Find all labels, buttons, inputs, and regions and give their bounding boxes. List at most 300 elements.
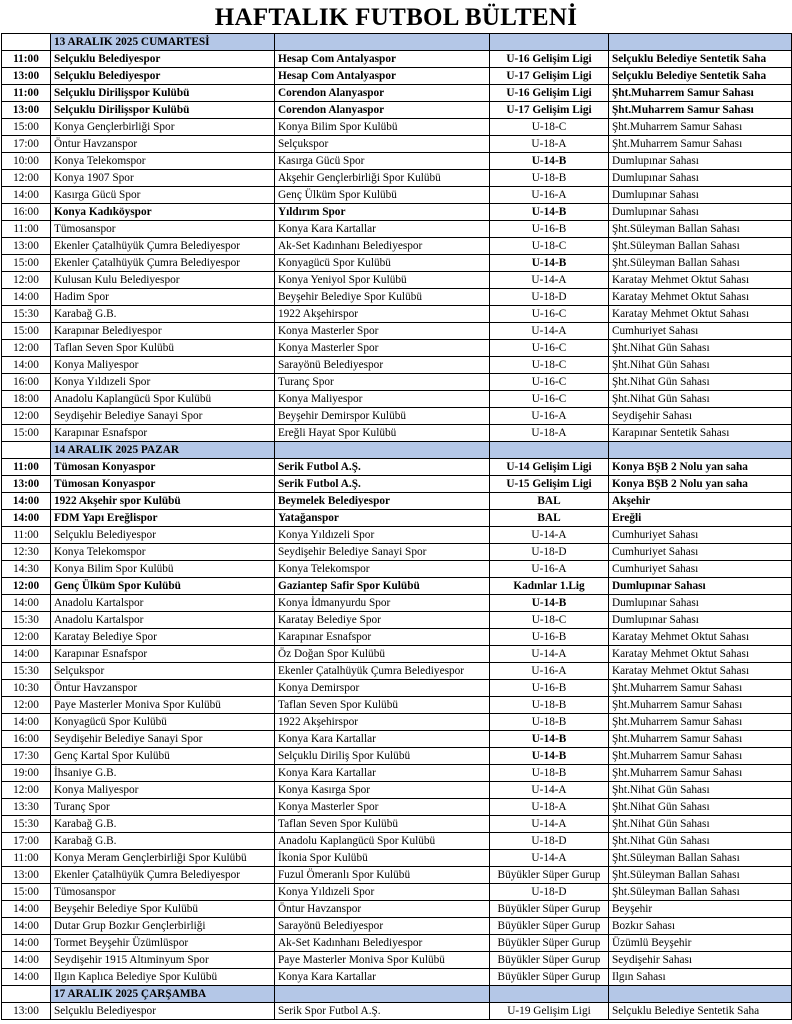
away-team: Serik Futbol A.Ş.: [275, 459, 490, 476]
match-time: 17:30: [2, 748, 51, 765]
match-row: [2, 714, 792, 731]
match-row: [2, 901, 792, 918]
away-team: Öntur Havzanspor: [275, 901, 490, 918]
home-team: Konya Maliyespor: [51, 782, 275, 799]
league: Büyükler Süper Gurup: [490, 901, 609, 918]
day-header-fill: [490, 34, 609, 51]
match-row: [2, 289, 792, 306]
venue: Şht.Muharrem Samur Sahası: [609, 731, 792, 748]
league: U-16-B: [490, 221, 609, 238]
home-team: Konya Meram Gençlerbirliği Spor Kulübü: [51, 850, 275, 867]
venue: Cumhuriyet Sahası: [609, 323, 792, 340]
league: U-14-A: [490, 272, 609, 289]
away-team: Yıldırım Spor: [275, 204, 490, 221]
match-time: 15:00: [2, 323, 51, 340]
away-team: Beymelek Belediyespor: [275, 493, 490, 510]
match-row: [2, 799, 792, 816]
away-team: Yatağanspor: [275, 510, 490, 527]
away-team: Akşehir Gençlerbirliği Spor Kulübü: [275, 170, 490, 187]
match-time: 15:00: [2, 425, 51, 442]
home-team: Konya Maliyespor: [51, 357, 275, 374]
venue: Akşehir: [609, 493, 792, 510]
league: U-14-B: [490, 153, 609, 170]
home-team: Ekenler Çatalhüyük Çumra Belediyespor: [51, 255, 275, 272]
match-row: [2, 595, 792, 612]
venue: Bozkır Sahası: [609, 918, 792, 935]
league: U-16-B: [490, 629, 609, 646]
away-team: Corendon Alanyaspor: [275, 85, 490, 102]
away-team: Fuzul Ömeranlı Spor Kulübü: [275, 867, 490, 884]
match-row: [2, 204, 792, 221]
home-team: Tümosan Konyaspor: [51, 459, 275, 476]
home-team: Beyşehir Belediye Spor Kulübü: [51, 901, 275, 918]
venue: Şht.Muharrem Samur Sahası: [609, 748, 792, 765]
venue: Cumhuriyet Sahası: [609, 544, 792, 561]
away-team: Konya Yıldızeli Spor: [275, 527, 490, 544]
home-team: Tümosan Konyaspor: [51, 476, 275, 493]
home-team: Selçuklu Belediyespor: [51, 68, 275, 85]
match-row: [2, 748, 792, 765]
match-row: [2, 629, 792, 646]
match-row: [2, 459, 792, 476]
match-time: 15:30: [2, 306, 51, 323]
league: U-16-A: [490, 561, 609, 578]
league: U-16-B: [490, 680, 609, 697]
home-team: Hadim Spor: [51, 289, 275, 306]
venue: Şht.Nihat Gün Sahası: [609, 391, 792, 408]
match-row: [2, 476, 792, 493]
match-row: [2, 867, 792, 884]
match-row: [2, 68, 792, 85]
match-row: [2, 952, 792, 969]
away-team: Öz Doğan Spor Kulübü: [275, 646, 490, 663]
match-time: 13:00: [2, 68, 51, 85]
venue: Şht.Muharrem Samur Sahası: [609, 136, 792, 153]
home-team: Konya Bilim Spor Kulübü: [51, 561, 275, 578]
match-row: [2, 255, 792, 272]
match-time: 15:30: [2, 663, 51, 680]
match-time: 13:00: [2, 1003, 51, 1020]
match-row: [2, 918, 792, 935]
home-team: Karapınar Belediyespor: [51, 323, 275, 340]
match-row: [2, 544, 792, 561]
venue: Cumhuriyet Sahası: [609, 527, 792, 544]
match-time: 16:00: [2, 731, 51, 748]
match-row: [2, 765, 792, 782]
league: U-15 Gelişim Ligi: [490, 476, 609, 493]
league: U-14-B: [490, 255, 609, 272]
league: U-18-B: [490, 697, 609, 714]
home-team: Tormet Beyşehir Üzümlüspor: [51, 935, 275, 952]
league: U-14-B: [490, 595, 609, 612]
home-team: Genç Kartal Spor Kulübü: [51, 748, 275, 765]
match-time: 17:00: [2, 136, 51, 153]
away-team: Konya Demirspor: [275, 680, 490, 697]
venue: Ilgın Sahası: [609, 969, 792, 986]
home-team: Konya Gençlerbirliği Spor: [51, 119, 275, 136]
away-team: Sarayönü Belediyespor: [275, 918, 490, 935]
venue: Şht.Süleyman Ballan Sahası: [609, 255, 792, 272]
away-team: Paye Masterler Moniva Spor Kulübü: [275, 952, 490, 969]
league: U-18-C: [490, 612, 609, 629]
venue: Dumlupınar Sahası: [609, 578, 792, 595]
venue: Şht.Süleyman Ballan Sahası: [609, 850, 792, 867]
day-header-fill: [609, 442, 792, 459]
match-time: 10:30: [2, 680, 51, 697]
league: Büyükler Süper Gurup: [490, 867, 609, 884]
venue: Karatay Mehmet Oktut Sahası: [609, 663, 792, 680]
match-row: [2, 408, 792, 425]
away-team: Konya Kara Kartallar: [275, 765, 490, 782]
match-row: [2, 221, 792, 238]
home-team: Ekenler Çatalhüyük Çumra Belediyespor: [51, 238, 275, 255]
league: U-16-A: [490, 663, 609, 680]
venue: Konya BŞB 2 Nolu yan saha: [609, 476, 792, 493]
venue: Seydişehir Sahası: [609, 408, 792, 425]
match-time: 14:00: [2, 714, 51, 731]
league: U-18-C: [490, 238, 609, 255]
league: U-14-B: [490, 204, 609, 221]
venue: Şht.Muharrem Samur Sahası: [609, 765, 792, 782]
match-time: 10:00: [2, 153, 51, 170]
match-time: 15:00: [2, 119, 51, 136]
home-team: Ekenler Çatalhüyük Çumra Belediyespor: [51, 867, 275, 884]
day-header-fill: [490, 986, 609, 1003]
day-header: 17 ARALIK 2025 ÇARŞAMBA: [51, 986, 275, 1003]
home-team: Tümosanspor: [51, 884, 275, 901]
home-team: Karapınar Esnafspor: [51, 425, 275, 442]
day-header-fill: [275, 34, 490, 51]
league: U-14-A: [490, 816, 609, 833]
venue: Karatay Mehmet Oktut Sahası: [609, 629, 792, 646]
match-time: 18:00: [2, 391, 51, 408]
match-time: 11:00: [2, 221, 51, 238]
league: U-16-C: [490, 306, 609, 323]
home-team: Selçuklu Belediyespor: [51, 1003, 275, 1020]
home-team: Konyagücü Spor Kulübü: [51, 714, 275, 731]
away-team: Anadolu Kaplangücü Spor Kulübü: [275, 833, 490, 850]
match-row: [2, 561, 792, 578]
league: Büyükler Süper Gurup: [490, 935, 609, 952]
away-team: Konya Kara Kartallar: [275, 221, 490, 238]
venue: Karapınar Sentetik Sahası: [609, 425, 792, 442]
away-team: Sarayönü Belediyespor: [275, 357, 490, 374]
away-team: Serik Futbol A.Ş.: [275, 476, 490, 493]
match-time: 17:00: [2, 833, 51, 850]
league: U-16-C: [490, 374, 609, 391]
away-team: Konya Masterler Spor: [275, 323, 490, 340]
league: U-18-D: [490, 544, 609, 561]
home-team: 1922 Akşehir spor Kulübü: [51, 493, 275, 510]
venue: Cumhuriyet Sahası: [609, 561, 792, 578]
away-team: Konya Telekomspor: [275, 561, 490, 578]
match-time: 14:00: [2, 952, 51, 969]
away-team: Selçukspor: [275, 136, 490, 153]
venue: Karatay Mehmet Oktut Sahası: [609, 289, 792, 306]
match-row: [2, 136, 792, 153]
match-row: [2, 85, 792, 102]
league: U-14-A: [490, 782, 609, 799]
home-team: Selçuklu Belediyespor: [51, 527, 275, 544]
home-team: Selçuklu Dirilişspor Kulübü: [51, 102, 275, 119]
league: U-17 Gelişim Ligi: [490, 102, 609, 119]
home-team: Konya Yıldızeli Spor: [51, 374, 275, 391]
match-time: 12:00: [2, 408, 51, 425]
venue: Şht.Muharrem Samur Sahası: [609, 680, 792, 697]
match-row: [2, 374, 792, 391]
away-team: Genç Ülküm Spor Kulübü: [275, 187, 490, 204]
day-header-spacer: [2, 986, 51, 1003]
league: U-17 Gelişim Ligi: [490, 68, 609, 85]
match-row: [2, 680, 792, 697]
home-team: Konya Telekomspor: [51, 544, 275, 561]
league: U-18-B: [490, 765, 609, 782]
venue: Dumlupınar Sahası: [609, 612, 792, 629]
home-team: Konya 1907 Spor: [51, 170, 275, 187]
venue: Dumlupınar Sahası: [609, 204, 792, 221]
away-team: Konya Kasırga Spor: [275, 782, 490, 799]
away-team: Taflan Seven Spor Kulübü: [275, 697, 490, 714]
league: U-16 Gelişim Ligi: [490, 85, 609, 102]
league: U-14-A: [490, 646, 609, 663]
away-team: Hesap Com Antalyaspor: [275, 68, 490, 85]
venue: Dumlupınar Sahası: [609, 153, 792, 170]
away-team: Konya Kara Kartallar: [275, 969, 490, 986]
venue: Karatay Mehmet Oktut Sahası: [609, 306, 792, 323]
away-team: Ekenler Çatalhüyük Çumra Belediyespor: [275, 663, 490, 680]
match-row: [2, 425, 792, 442]
away-team: Corendon Alanyaspor: [275, 102, 490, 119]
home-team: Kasırga Gücü Spor: [51, 187, 275, 204]
match-row: [2, 187, 792, 204]
league: U-18-D: [490, 884, 609, 901]
match-row: [2, 493, 792, 510]
match-time: 12:00: [2, 170, 51, 187]
league: U-18-B: [490, 714, 609, 731]
day-header-fill: [609, 34, 792, 51]
venue: Şht.Nihat Gün Sahası: [609, 782, 792, 799]
match-time: 13:30: [2, 799, 51, 816]
away-team: Konya Masterler Spor: [275, 340, 490, 357]
match-row: [2, 119, 792, 136]
match-time: 14:00: [2, 493, 51, 510]
match-row: [2, 527, 792, 544]
venue: Karatay Mehmet Oktut Sahası: [609, 272, 792, 289]
league: U-14-A: [490, 850, 609, 867]
match-row: [2, 1003, 792, 1020]
league: BAL: [490, 510, 609, 527]
league: U-18-C: [490, 119, 609, 136]
match-row: [2, 850, 792, 867]
home-team: Anadolu Kartalspor: [51, 595, 275, 612]
match-time: 14:30: [2, 561, 51, 578]
fixtures-body: [2, 34, 792, 1020]
home-team: Seydişehir Belediye Sanayi Spor: [51, 731, 275, 748]
home-team: Genç Ülküm Spor Kulübü: [51, 578, 275, 595]
home-team: Ilgın Kaplıca Belediye Spor Kulübü: [51, 969, 275, 986]
league: U-16 Gelişim Ligi: [490, 51, 609, 68]
away-team: Serik Spor Futbol A.Ş.: [275, 1003, 490, 1020]
match-row: [2, 731, 792, 748]
venue: Şht.Süleyman Ballan Sahası: [609, 221, 792, 238]
match-row: [2, 153, 792, 170]
page-title: HAFTALIK FUTBOL BÜLTENİ: [214, 4, 578, 31]
away-team: Hesap Com Antalyaspor: [275, 51, 490, 68]
match-time: 13:00: [2, 102, 51, 119]
home-team: FDM Yapı Ereğlispor: [51, 510, 275, 527]
match-time: 14:00: [2, 289, 51, 306]
league: Büyükler Süper Gurup: [490, 918, 609, 935]
league: Büyükler Süper Gurup: [490, 952, 609, 969]
league: U-18-D: [490, 833, 609, 850]
league: Büyükler Süper Gurup: [490, 969, 609, 986]
day-header-fill: [490, 442, 609, 459]
home-team: Paye Masterler Moniva Spor Kulübü: [51, 697, 275, 714]
league: U-16-A: [490, 187, 609, 204]
venue: Beyşehir: [609, 901, 792, 918]
venue: Dumlupınar Sahası: [609, 187, 792, 204]
venue: Şht.Muharrem Samur Sahası: [609, 85, 792, 102]
home-team: Anadolu Kaplangücü Spor Kulübü: [51, 391, 275, 408]
away-team: Konya Yıldızeli Spor: [275, 884, 490, 901]
home-team: Konya Kadıköyspor: [51, 204, 275, 221]
league: U-16-C: [490, 391, 609, 408]
away-team: Taflan Seven Spor Kulübü: [275, 816, 490, 833]
match-time: 15:30: [2, 816, 51, 833]
venue: Karatay Mehmet Oktut Sahası: [609, 646, 792, 663]
venue: Seydişehir Sahası: [609, 952, 792, 969]
match-row: [2, 697, 792, 714]
day-header-fill: [275, 986, 490, 1003]
match-row: [2, 782, 792, 799]
venue: Şht.Muharrem Samur Sahası: [609, 119, 792, 136]
day-header-spacer: [2, 34, 51, 51]
match-time: 11:00: [2, 459, 51, 476]
match-time: 12:30: [2, 544, 51, 561]
match-time: 13:00: [2, 867, 51, 884]
match-time: 11:00: [2, 85, 51, 102]
venue: Şht.Muharrem Samur Sahası: [609, 102, 792, 119]
match-row: [2, 51, 792, 68]
match-row: [2, 357, 792, 374]
home-team: Selçuklu Belediyespor: [51, 51, 275, 68]
day-header: 13 ARALIK 2025 CUMARTESİ: [51, 34, 275, 51]
league: U-14-B: [490, 731, 609, 748]
match-time: 11:00: [2, 850, 51, 867]
league: U-18-C: [490, 357, 609, 374]
home-team: Karatay Belediye Spor: [51, 629, 275, 646]
venue: Şht.Nihat Gün Sahası: [609, 340, 792, 357]
league: U-16-C: [490, 340, 609, 357]
venue: Ereğli: [609, 510, 792, 527]
away-team: Gaziantep Safir Spor Kulübü: [275, 578, 490, 595]
away-team: Seydişehir Belediye Sanayi Spor: [275, 544, 490, 561]
match-row: [2, 510, 792, 527]
away-team: Konyagücü Spor Kulübü: [275, 255, 490, 272]
match-time: 14:00: [2, 187, 51, 204]
match-row: [2, 578, 792, 595]
match-time: 12:00: [2, 697, 51, 714]
home-team: Karabağ G.B.: [51, 833, 275, 850]
venue: Şht.Muharrem Samur Sahası: [609, 697, 792, 714]
venue: Konya BŞB 2 Nolu yan saha: [609, 459, 792, 476]
match-time: 14:00: [2, 595, 51, 612]
home-team: Seydişehir Belediye Sanayi Spor: [51, 408, 275, 425]
match-row: [2, 816, 792, 833]
away-team: Konya İdmanyurdu Spor: [275, 595, 490, 612]
match-time: 12:00: [2, 629, 51, 646]
home-team: İhsaniye G.B.: [51, 765, 275, 782]
home-team: Karapınar Esnafspor: [51, 646, 275, 663]
home-team: Selçukspor: [51, 663, 275, 680]
home-team: Konya Telekomspor: [51, 153, 275, 170]
league: U-14-A: [490, 323, 609, 340]
venue: Selçuklu Belediye Sentetik Saha: [609, 68, 792, 85]
match-time: 13:00: [2, 476, 51, 493]
away-team: Selçuklu Diriliş Spor Kulübü: [275, 748, 490, 765]
away-team: Konya Kara Kartallar: [275, 731, 490, 748]
league: U-18-D: [490, 289, 609, 306]
match-row: [2, 884, 792, 901]
league: U-16-A: [490, 408, 609, 425]
home-team: Karabağ G.B.: [51, 306, 275, 323]
match-time: 15:30: [2, 612, 51, 629]
venue: Dumlupınar Sahası: [609, 595, 792, 612]
league: U-14-B: [490, 748, 609, 765]
venue: Şht.Nihat Gün Sahası: [609, 816, 792, 833]
home-team: Turanç Spor: [51, 799, 275, 816]
match-row: [2, 238, 792, 255]
match-row: [2, 170, 792, 187]
match-time: 12:00: [2, 782, 51, 799]
match-row: [2, 340, 792, 357]
match-row: [2, 935, 792, 952]
home-team: Selçuklu Dirilişspor Kulübü: [51, 85, 275, 102]
match-time: 16:00: [2, 204, 51, 221]
venue: Şht.Süleyman Ballan Sahası: [609, 867, 792, 884]
home-team: Kulusan Kulu Belediyespor: [51, 272, 275, 289]
away-team: Beyşehir Belediye Spor Kulübü: [275, 289, 490, 306]
league: U-18-A: [490, 136, 609, 153]
venue: Şht.Nihat Gün Sahası: [609, 357, 792, 374]
match-time: 12:00: [2, 578, 51, 595]
match-row: [2, 102, 792, 119]
day-header-row: [2, 986, 792, 1003]
venue: Selçuklu Belediye Sentetik Saha: [609, 1003, 792, 1020]
match-row: [2, 391, 792, 408]
match-row: [2, 306, 792, 323]
match-time: 14:00: [2, 901, 51, 918]
away-team: Konya Bilim Spor Kulübü: [275, 119, 490, 136]
day-header-fill: [609, 986, 792, 1003]
match-row: [2, 323, 792, 340]
league: U-14 Gelişim Ligi: [490, 459, 609, 476]
away-team: İkonia Spor Kulübü: [275, 850, 490, 867]
home-team: Tümosanspor: [51, 221, 275, 238]
match-time: 16:00: [2, 374, 51, 391]
match-row: [2, 646, 792, 663]
venue: Şht.Nihat Gün Sahası: [609, 374, 792, 391]
venue: Dumlupınar Sahası: [609, 170, 792, 187]
venue: Şht.Nihat Gün Sahası: [609, 833, 792, 850]
match-time: 14:00: [2, 646, 51, 663]
away-team: Konya Masterler Spor: [275, 799, 490, 816]
home-team: Öntur Havzanspor: [51, 136, 275, 153]
match-time: 14:00: [2, 510, 51, 527]
venue: Şht.Muharrem Samur Sahası: [609, 714, 792, 731]
away-team: Konya Yeniyol Spor Kulübü: [275, 272, 490, 289]
match-time: 12:00: [2, 340, 51, 357]
